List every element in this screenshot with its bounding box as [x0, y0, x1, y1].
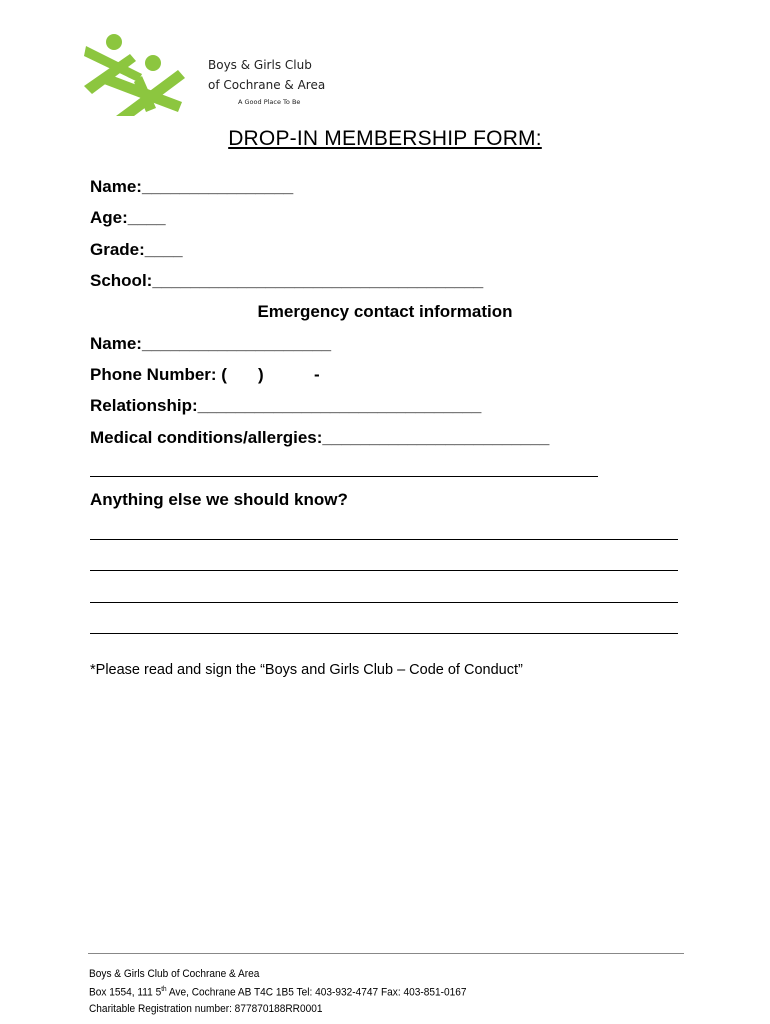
phone-label: Phone Number: ( [90, 365, 227, 384]
medical-conditions-field[interactable]: Medical conditions/allergies:________________________ [90, 428, 550, 447]
emergency-name-field[interactable]: Name:____________________ [90, 334, 332, 353]
grade-field[interactable]: Grade:____ [90, 240, 183, 259]
relationship-field[interactable]: Relationship:______________________________ [90, 396, 482, 415]
footer-org: Boys & Girls Club of Cochrane & Area [89, 968, 260, 980]
notes-line[interactable] [90, 633, 678, 634]
club-name-line2: of Cochrane & Area [208, 78, 326, 92]
notes-line[interactable] [90, 602, 678, 603]
footer-divider [88, 953, 684, 954]
code-of-conduct-note: *Please read and sign the “Boys and Girls Club – Code of Conduct” [90, 662, 523, 678]
medical-continuation-line[interactable] [90, 476, 598, 477]
emergency-heading: Emergency contact information [257, 302, 513, 321]
phone-close-paren: ) [258, 365, 264, 384]
school-field[interactable]: School:___________________________________ [90, 271, 484, 290]
age-field[interactable]: Age:____ [90, 208, 166, 227]
footer-address: Box 1554, 111 5th Ave, Cochrane AB T4C 1B5 Tel: 403-932-4747 Fax: 403-851-0167 [89, 986, 467, 999]
notes-line[interactable] [90, 570, 678, 571]
club-name-line1: Boys & Girls Club [208, 58, 312, 72]
club-logo [82, 30, 326, 116]
club-name [208, 55, 325, 106]
name-field[interactable]: Name:________________ [90, 177, 294, 196]
phone-number-field[interactable] [90, 365, 227, 385]
anything-else-label: Anything else we should know? [90, 490, 348, 509]
club-tagline: A Good Place To Be [238, 98, 301, 106]
footer [89, 966, 466, 1017]
form-title: DROP-IN MEMBERSHIP FORM: [228, 127, 542, 150]
phone-dash: - [314, 365, 320, 384]
footer-charity-number: Charitable Registration number: 877870188RR0001 [89, 1002, 323, 1015]
notes-line[interactable] [90, 539, 678, 540]
club-figures-icon [82, 30, 192, 116]
